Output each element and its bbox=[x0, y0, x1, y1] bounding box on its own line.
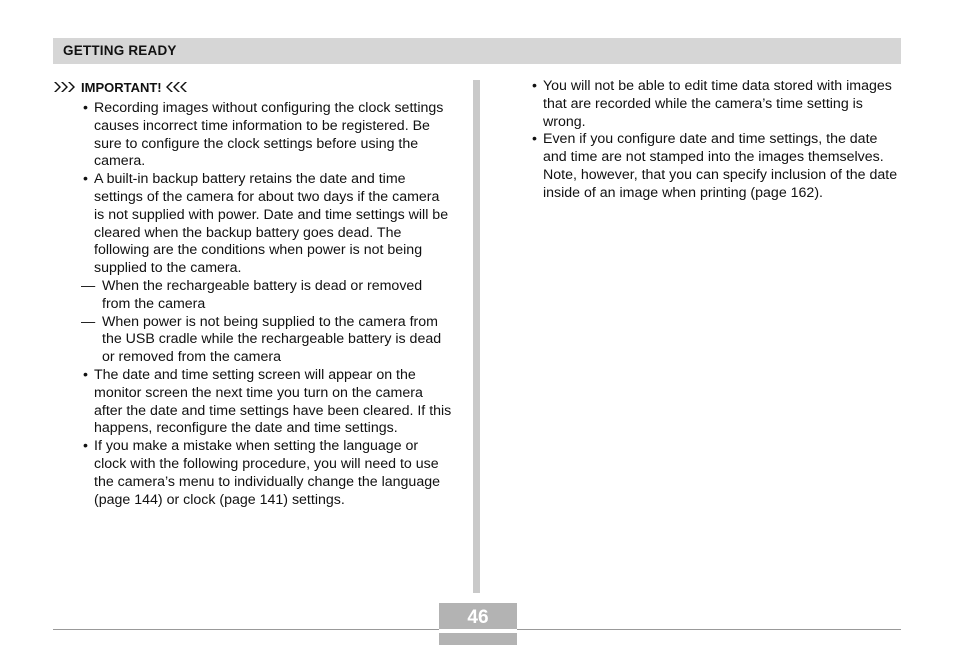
bullet-text: If you make a mistake when setting the language or clock with the following procedure, you will need to use the camera’s menu to individually change the language (page 144) or clock (page 141) settings. bbox=[94, 438, 440, 508]
important-heading bbox=[53, 78, 453, 96]
list-item bbox=[81, 171, 453, 367]
column-divider bbox=[473, 80, 480, 593]
important-bullet-list bbox=[81, 100, 453, 509]
triple-chevron-left-icon bbox=[166, 81, 188, 93]
bullet-text: Even if you configure date and time settings, the date and time are not stamped into the images themselves. Note, however, that you can specify inclusion of the date inside of an image when printing (page 162). bbox=[543, 131, 898, 201]
left-column bbox=[53, 78, 453, 509]
list-item bbox=[530, 131, 905, 202]
sub-item-text: When power is not being supplied to the camera from the USB cradle while the rechargeable battery is dead or removed from the camera bbox=[102, 313, 442, 366]
condition-sub-list bbox=[94, 278, 453, 367]
page-number-box bbox=[439, 603, 517, 645]
page-number-separator bbox=[439, 629, 517, 633]
page-number: 46 bbox=[467, 607, 489, 628]
sub-list-item bbox=[81, 314, 453, 367]
list-item bbox=[81, 367, 453, 438]
right-bullet-list bbox=[530, 78, 905, 203]
list-item bbox=[81, 100, 453, 171]
section-title: GETTING READY bbox=[63, 43, 177, 58]
bullet-text: A built-in backup battery retains the date and time settings of the camera for about two days if the camera is not supplied with power. Date and time settings will be cleared when the backup battery goes dead. The following are the conditions when power is not being supplied to the camera. bbox=[94, 171, 449, 277]
important-label: IMPORTANT! bbox=[81, 79, 162, 95]
sub-list-item bbox=[81, 278, 453, 314]
sub-item-text: When the rechargeable battery is dead or removed from the camera bbox=[102, 277, 423, 312]
list-item bbox=[81, 438, 453, 509]
right-column bbox=[530, 78, 905, 203]
section-header-bar bbox=[53, 38, 901, 64]
list-item bbox=[530, 78, 905, 131]
triple-chevron-right-icon bbox=[53, 81, 75, 93]
bullet-text: You will not be able to edit time data stored with images that are recorded while the camera’s time setting is wrong. bbox=[543, 78, 892, 130]
bullet-text: The date and time setting screen will appear on the monitor screen the next time you turn on the camera after the date and time settings have been cleared. If this happens, reconfigure the date and time settings. bbox=[94, 366, 452, 437]
bullet-text: Recording images without configuring the clock settings causes incorrect time information to be registered. Be sure to configure the clock settings before using the camera. bbox=[94, 100, 444, 170]
